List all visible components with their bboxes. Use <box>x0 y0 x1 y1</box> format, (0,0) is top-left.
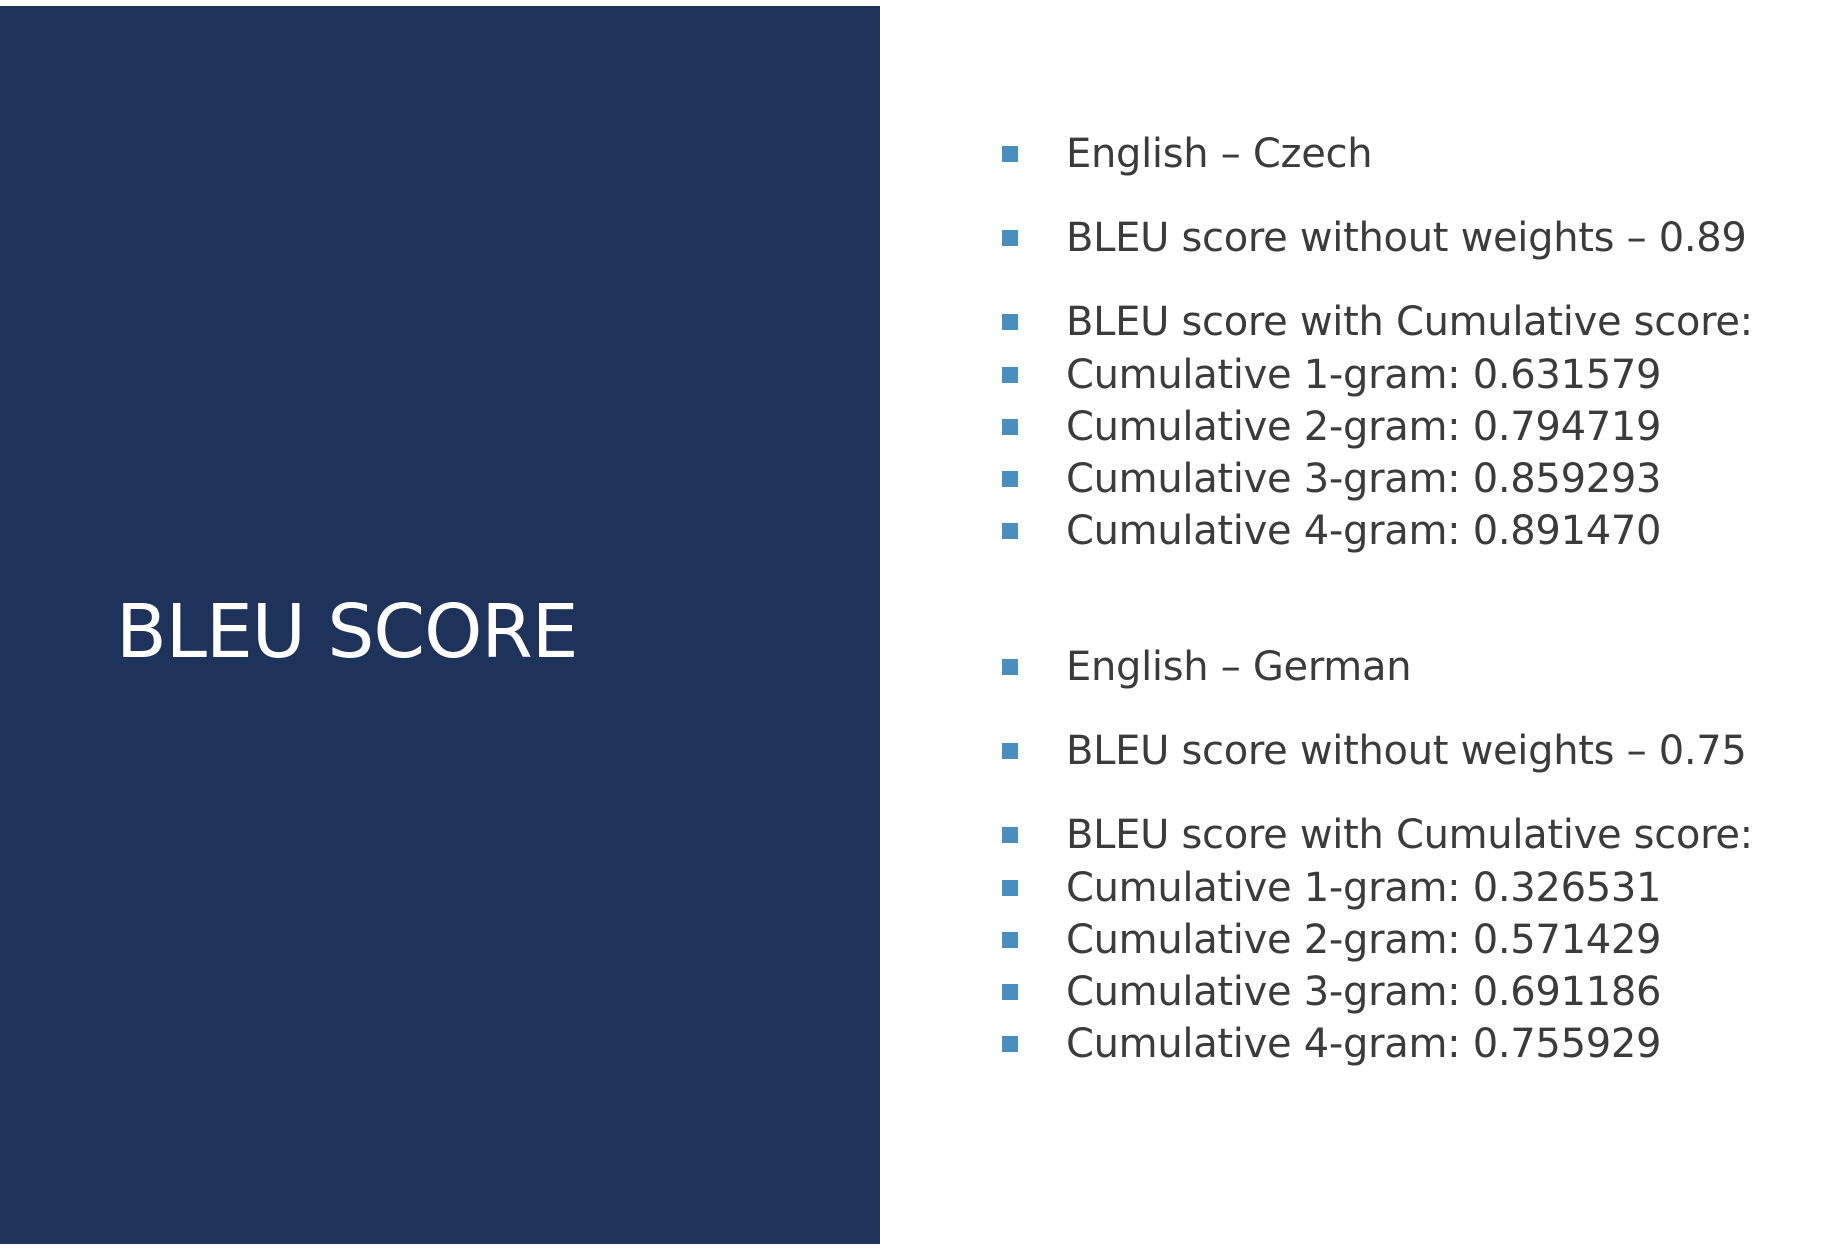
square-bullet-icon <box>1002 932 1018 948</box>
list-item <box>1002 809 1753 861</box>
square-bullet-icon <box>1002 984 1018 1000</box>
square-bullet-icon <box>1002 743 1018 759</box>
bullet-text: Cumulative 1-gram: 0.631579 <box>1066 352 1662 398</box>
bullet-text: Cumulative 1-gram: 0.326531 <box>1066 865 1662 911</box>
square-bullet-icon <box>1002 827 1018 843</box>
bullet-list <box>1002 0 1822 1251</box>
bullet-text: BLEU score with Cumulative score: <box>1066 299 1753 345</box>
bullet-text: Cumulative 4-gram: 0.755929 <box>1066 1021 1662 1067</box>
square-bullet-icon <box>1002 146 1018 162</box>
list-item <box>1002 1018 1661 1070</box>
slide-title: BLEU SCORE <box>116 589 578 675</box>
list-item <box>1002 505 1661 557</box>
square-bullet-icon <box>1002 880 1018 896</box>
bullet-text: Cumulative 4-gram: 0.891470 <box>1066 508 1662 554</box>
bullet-text: Cumulative 2-gram: 0.794719 <box>1066 404 1662 450</box>
bullet-text: Cumulative 3-gram: 0.691186 <box>1066 969 1662 1015</box>
list-item <box>1002 128 1372 180</box>
square-bullet-icon <box>1002 471 1018 487</box>
bullet-text: BLEU score with Cumulative score: <box>1066 812 1753 858</box>
square-bullet-icon <box>1002 659 1018 675</box>
list-item <box>1002 349 1661 401</box>
bullet-text: English – German <box>1066 644 1412 690</box>
square-bullet-icon <box>1002 230 1018 246</box>
square-bullet-icon <box>1002 523 1018 539</box>
bullet-text: English – Czech <box>1066 131 1373 177</box>
bullet-text: Cumulative 2-gram: 0.571429 <box>1066 917 1662 963</box>
list-item <box>1002 725 1747 777</box>
list-item <box>1002 966 1661 1018</box>
bullet-text: BLEU score without weights – 0.75 <box>1066 728 1747 774</box>
title-panel <box>0 6 880 1244</box>
list-item <box>1002 212 1747 264</box>
list-item <box>1002 296 1753 348</box>
list-item <box>1002 914 1661 966</box>
square-bullet-icon <box>1002 1036 1018 1052</box>
list-item <box>1002 641 1411 693</box>
list-item <box>1002 453 1661 505</box>
list-item <box>1002 401 1661 453</box>
bullet-text: BLEU score without weights – 0.89 <box>1066 215 1747 261</box>
list-item <box>1002 862 1661 914</box>
square-bullet-icon <box>1002 367 1018 383</box>
square-bullet-icon <box>1002 419 1018 435</box>
bullet-text: Cumulative 3-gram: 0.859293 <box>1066 456 1662 502</box>
square-bullet-icon <box>1002 314 1018 330</box>
